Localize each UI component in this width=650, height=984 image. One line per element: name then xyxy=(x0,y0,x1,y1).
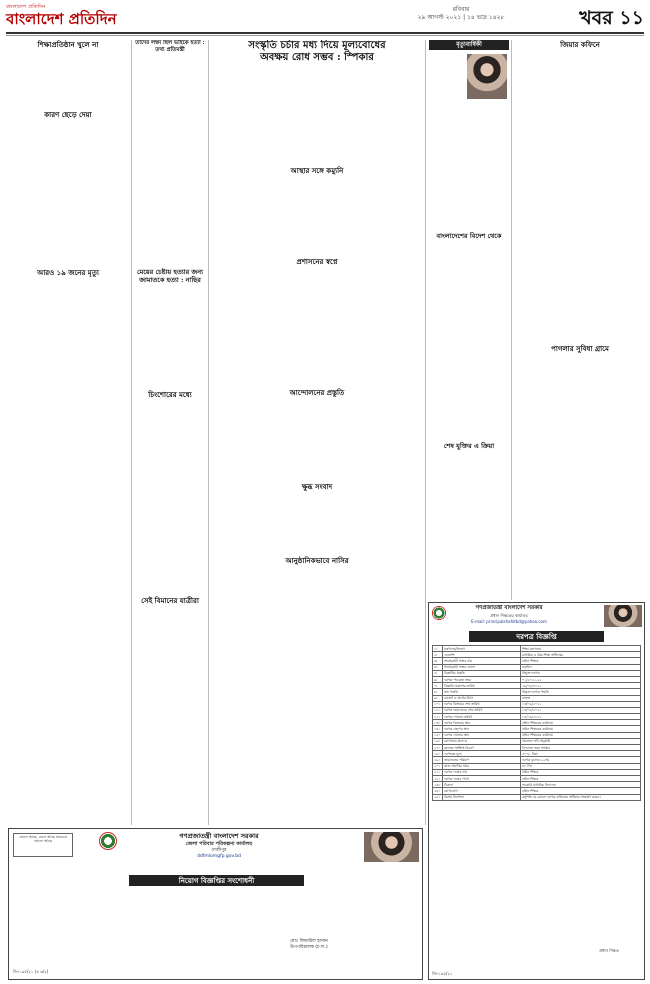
row-number: ৩। xyxy=(433,658,443,664)
row-value: কর্তৃপক্ষ যে কোনো দরপত্র বাতিলের অধিকার সংরক্ষণ করেন। xyxy=(521,794,641,800)
main-article-2-body xyxy=(212,177,422,255)
row-value: ০১/২০২১-২২ xyxy=(521,676,641,682)
row-value: প্রধান শিক্ষকের কার্যালয় xyxy=(521,720,641,726)
government-seal-icon xyxy=(99,832,117,850)
row-label: এজেন্সি xyxy=(443,652,521,658)
col-divider xyxy=(208,40,209,825)
recruitment-memo-line xyxy=(13,865,419,873)
col1-headline-1[interactable]: শিক্ষাপ্রতিষ্ঠান খুলে না xyxy=(37,40,99,49)
row-label: দরপত্র গ্রহণের স্থান xyxy=(443,726,521,732)
row-value: প্রধান শিক্ষক xyxy=(521,788,641,794)
row-number: ১৬। xyxy=(433,738,443,744)
obituary-headline-2[interactable]: শেষ যুক্তির এ ক্রিয়া xyxy=(443,442,495,450)
issue-date-text: ২৯ আগস্ট ২০২১ | ১৪ ভাদ্র ১৪২৮ xyxy=(417,14,505,21)
row-label: জামানতের পরিমাণ xyxy=(443,757,521,763)
logo-tagline: বাংলাদেশ প্রতিদিন xyxy=(6,4,46,10)
row-value: ১৪/০৯/২০২১ xyxy=(521,707,641,713)
row-value: দরপত্র মূল্যের ২.৫% xyxy=(521,757,641,763)
col2-article-1-body xyxy=(135,56,205,266)
row-value: ২৯/০৮/২০২১ xyxy=(521,683,641,689)
row-label: বিজ্ঞপ্তি প্রকাশের তারিখ xyxy=(443,683,521,689)
row-number: ১৪। xyxy=(433,726,443,732)
col2-headline-3[interactable]: চিংশোরের মধ্যে xyxy=(148,390,192,399)
col2-headline-4[interactable]: সেই বিমানের যাত্রীরা xyxy=(141,596,199,605)
row-number: ২০। xyxy=(433,763,443,769)
section-name: খবর xyxy=(579,7,613,29)
row-label: দরপত্র বিক্রয়ের শেষ তারিখ xyxy=(443,701,521,707)
row-label: দরপত্র দাতার পদবি xyxy=(443,775,521,781)
row-value: উন্মুক্ত দরপত্র পদ্ধতি xyxy=(521,689,641,695)
masthead-rule xyxy=(6,32,644,34)
row-number: ১৩। xyxy=(433,720,443,726)
tender-row xyxy=(433,794,641,800)
tender-email[interactable]: E-mail: principalshahitbd@yahoo.com xyxy=(471,619,547,624)
col-divider xyxy=(131,40,132,825)
row-number: ১। xyxy=(433,646,443,652)
tender-office: প্রধান শিক্ষকের কার্যালয় xyxy=(490,613,528,618)
col2-headline-2[interactable]: মেয়ের চেষ্টায় হত্যার জন্য জামাতকে হত্যা : নাছির xyxy=(136,268,204,284)
row-value: উন্মুক্ত দরপত্র xyxy=(521,670,641,676)
col2-headline-1[interactable]: তাদের লক্ষ্য ছিল ভাইকে হত্যা : তথ্য প্রতিমন্ত্রী xyxy=(135,40,205,53)
row-number: ১৫। xyxy=(433,732,443,738)
row-label: কাজ সমাপ্তির সময় xyxy=(443,763,521,769)
recruitment-body xyxy=(13,889,419,933)
recruitment-office: জেলা পরিবার পরিকল্পনা কার্যালয় xyxy=(185,841,253,847)
col1-headline-3[interactable]: আরও ১৯ জনের মৃত্যু xyxy=(37,268,99,277)
masthead-rule-thin xyxy=(6,35,644,36)
official-portrait xyxy=(604,605,642,627)
row-number: ৯। xyxy=(433,695,443,701)
row-number: ২৫। xyxy=(433,794,443,800)
row-label: দরপত্রের মূল্য xyxy=(443,751,521,757)
row-label: ক্রয় পদ্ধতি xyxy=(443,689,521,695)
main-article-body xyxy=(212,68,422,164)
obituary-text xyxy=(429,54,465,124)
row-number: ৬। xyxy=(433,676,443,682)
row-value: ১৩/০৯/২০২১ xyxy=(521,701,641,707)
row-number: ১৭। xyxy=(433,745,443,751)
row-value: প্রযোজ্য নথি অনুযায়ী xyxy=(521,738,641,744)
row-label: সংগ্রহকারী সত্তার নাম xyxy=(443,658,521,664)
tender-title: দরপত্র বিজ্ঞপ্তি xyxy=(469,631,604,642)
col-divider xyxy=(511,40,512,600)
row-label: দরপত্র খোলার স্থান xyxy=(443,732,521,738)
row-number: ৭। xyxy=(433,683,443,689)
recruitment-gov: গণপ্রজাতন্ত্রী বাংলাদেশ সরকার xyxy=(179,832,259,840)
row-value: মাধ্যমিক ও উচ্চ শিক্ষা অধিদপ্তর xyxy=(521,652,641,658)
obituary-headline[interactable]: বাংলাদেশের বিদেশ থেকে xyxy=(436,232,502,240)
tender-signature: প্রধান শিক্ষক xyxy=(599,948,619,953)
row-label: মন্ত্রণালয়/বিভাগ xyxy=(443,646,521,652)
newspaper-logo[interactable] xyxy=(6,4,124,30)
row-number: ১৯। xyxy=(433,757,443,763)
obituary-portrait xyxy=(467,54,507,99)
row-value: প্রধান শিক্ষক xyxy=(521,769,641,775)
row-value: শিক্ষা মন্ত্রণালয় xyxy=(521,646,641,652)
right-headline-1[interactable]: জিয়ার কফিনে xyxy=(560,40,600,49)
row-value: নড়াইল xyxy=(521,664,641,670)
obituary-body xyxy=(429,126,509,226)
section-label xyxy=(562,4,644,30)
main-headline-line-2: অবক্ষয় রোধ সম্ভব : স্পিকার xyxy=(260,52,374,63)
signer-role: উপপরিচালক (চ.দা.) xyxy=(290,945,328,950)
obituary-banner: মৃত্যুবার্ষিকী xyxy=(429,40,509,50)
row-number: ১৮। xyxy=(433,751,443,757)
row-label: দরপত্র প্যাকেজ নম্বর xyxy=(443,676,521,682)
recruitment-notice xyxy=(8,828,423,980)
main-subhead-2[interactable]: প্রশাসনের স্বপ্নে xyxy=(296,257,338,266)
main-headline[interactable] xyxy=(212,40,422,64)
row-label: কাজের সংক্ষিপ্ত বিবরণ xyxy=(443,745,521,751)
row-number: ১১। xyxy=(433,707,443,713)
main-article-5-body xyxy=(212,493,422,553)
row-label: দরপত্র বিক্রয়ের স্থান xyxy=(443,720,521,726)
main-headline-line-1: সংস্কৃতি চর্চার মধ্য দিয়ে মূল্যবোধের xyxy=(248,40,386,51)
row-number: ৪। xyxy=(433,664,443,670)
row-value: ৬০ দিন xyxy=(521,763,641,769)
logo-name: বাংলাদেশ প্রতিদিন xyxy=(6,10,117,28)
row-label: বাজেট ও অর্থের উৎস xyxy=(443,695,521,701)
row-label: দরপত্র দাতার নাম xyxy=(443,769,521,775)
row-label: বিশেষ নির্দেশনা xyxy=(443,794,521,800)
col1-article-3-body xyxy=(8,279,128,824)
main-subhead-5[interactable]: আনুষ্ঠানিকভাবে নাসির xyxy=(285,556,349,565)
row-number: ২। xyxy=(433,652,443,658)
recruitment-title: নিয়োগ বিজ্ঞপ্তির সংশোধনী xyxy=(129,875,304,886)
row-number: ৮। xyxy=(433,689,443,695)
row-value: প্রধান শিক্ষক xyxy=(521,658,641,664)
col2-article-4-body xyxy=(135,607,205,825)
main-subhead-1[interactable]: আস্থার সঙ্গে কম্যুনি xyxy=(290,166,344,175)
page-number: ১১ xyxy=(619,7,644,29)
col1-article-1-body xyxy=(8,51,128,109)
official-portrait xyxy=(364,832,419,862)
row-value: প্রধান শিক্ষক xyxy=(521,775,641,781)
obituary-article-body xyxy=(429,243,509,439)
row-label: ঠিকানা xyxy=(443,782,521,788)
main-subhead-4[interactable]: ক্ষুব্ধ সংবাদ xyxy=(301,482,333,491)
obituary-article-2-body xyxy=(429,453,509,598)
row-label: দরপত্র খোলার তারিখ xyxy=(443,714,521,720)
col2-article-2-body xyxy=(135,288,205,388)
side-note: জেলে আছে, মেলে আছে সবচেয়ে ভালো আছে xyxy=(13,833,73,857)
row-number: ২৩। xyxy=(433,782,443,788)
row-number: ২২। xyxy=(433,775,443,781)
recruitment-signature xyxy=(249,939,369,951)
row-number: ২১। xyxy=(433,769,443,775)
row-value: প্রধান শিক্ষকের কার্যালয় xyxy=(521,732,641,738)
main-article-6-body xyxy=(212,567,422,825)
row-value: ১৪/০৯/২০২১ xyxy=(521,714,641,720)
issue-day: রবিবার xyxy=(452,6,470,13)
row-label: যোগ্যতার মানদণ্ড xyxy=(443,738,521,744)
row-label: বিজ্ঞপ্তির প্রকৃতি xyxy=(443,670,521,676)
row-label: যোগাযোগ xyxy=(443,788,521,794)
masthead xyxy=(6,4,644,30)
row-value: রাজস্ব xyxy=(521,695,641,701)
tender-notice xyxy=(428,602,645,980)
col1-headline-2[interactable]: কারণ ছেড়ে দেয়া xyxy=(44,110,92,119)
col1-article-2-body xyxy=(8,121,128,266)
row-number: ১২। xyxy=(433,714,443,720)
signer-name: মোঃ জিয়াউল হাসান xyxy=(290,939,328,944)
row-number: ৫। xyxy=(433,670,443,676)
tender-table xyxy=(432,645,641,801)
row-number: ২৪। xyxy=(433,788,443,794)
row-label: দরপত্র জমাদানের শেষ তারিখ xyxy=(443,707,521,713)
row-label: সংগ্রহকারী সত্তার জেলা xyxy=(443,664,521,670)
col2-article-3-body xyxy=(135,401,205,591)
recruitment-email[interactable]: ddfmlomgfp.gov.bd xyxy=(197,854,241,859)
row-value: সরকারি মাধ্যমিক বিদ্যালয় xyxy=(521,782,641,788)
main-article-4-body xyxy=(212,399,422,479)
recruitment-place: গাজীপুর xyxy=(211,848,227,853)
row-value: বিদ্যালয় ভবন সংস্কার xyxy=(521,745,641,751)
tender-gov: গণপ্রজাতন্ত্রী বাংলাদেশ সরকার xyxy=(475,605,543,611)
row-number: ১০। xyxy=(433,701,443,707)
issue-date xyxy=(386,6,536,22)
main-subhead-3[interactable]: আন্দোলনের প্রস্তুতি xyxy=(289,388,345,397)
recruitment-ref: জি-১৯৫/২১ (৪ ৬/২) xyxy=(13,969,49,974)
row-value: প্রধান শিক্ষকের কার্যালয় xyxy=(521,726,641,732)
main-article-3-body xyxy=(212,268,422,386)
col-divider xyxy=(425,40,426,825)
right-article-2-body xyxy=(515,355,645,597)
tender-ref: জি-১৯৫/২১ xyxy=(432,971,453,976)
government-seal-icon xyxy=(432,606,446,620)
row-value: ৫০০/- টাকা xyxy=(521,751,641,757)
right-article-1-body xyxy=(515,51,645,341)
right-headline-2[interactable]: পাগলার সুবিধা গ্রামে xyxy=(551,344,609,353)
